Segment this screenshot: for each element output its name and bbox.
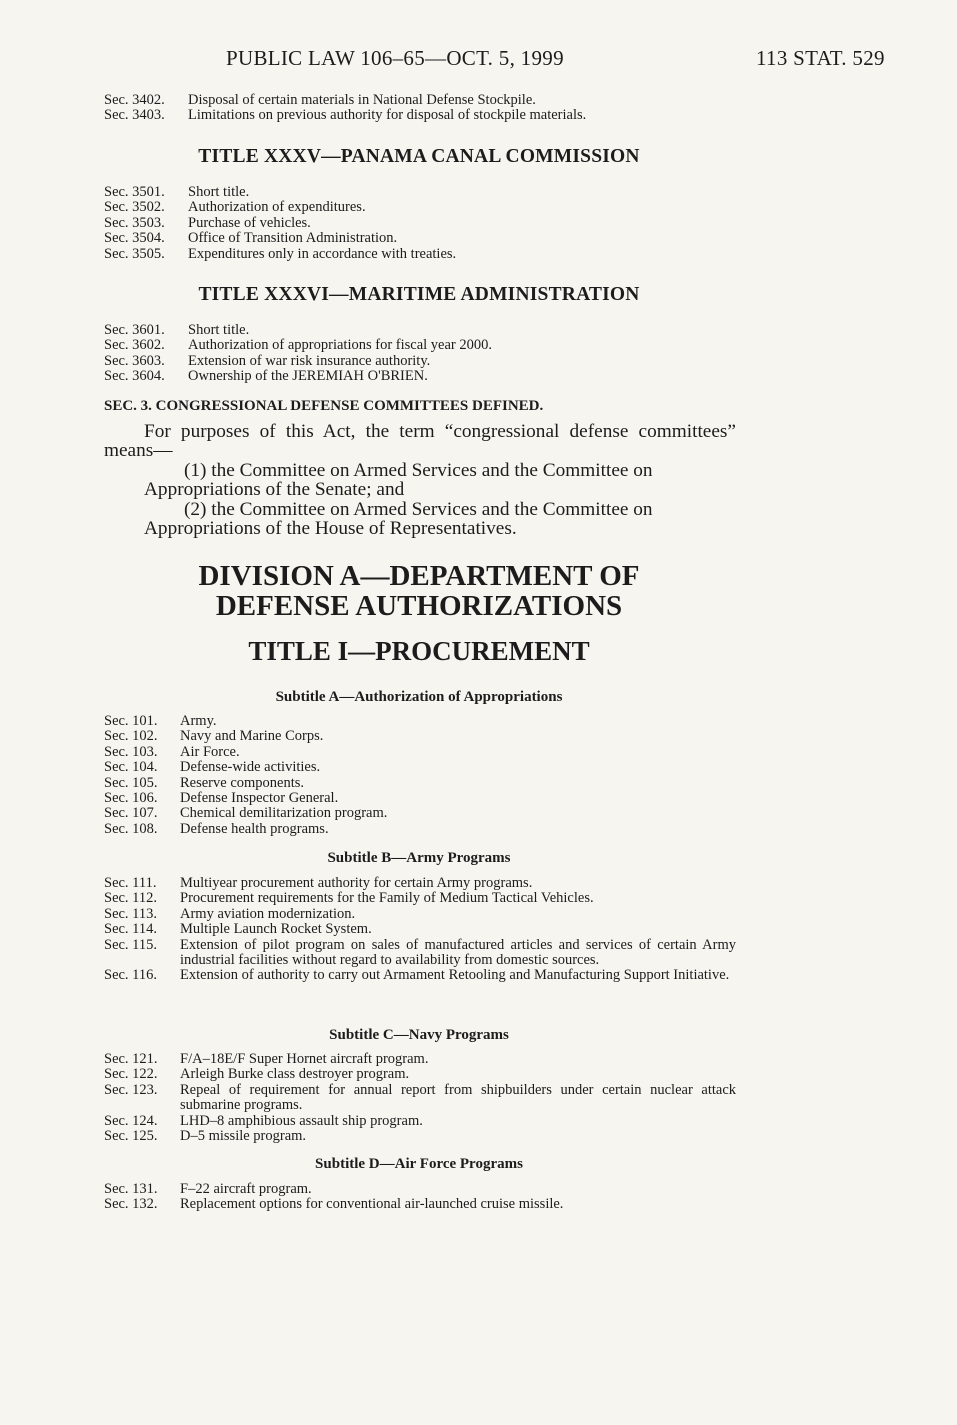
toc-entry: Sec. 116. Extension of authority to carry out Armament Retooling and Manufacturing Support Initiative. [104, 967, 730, 984]
running-header-title: PUBLIC LAW 106–65—OCT. 5, 1999 [226, 46, 564, 70]
toc-subtitle-a [104, 714, 387, 837]
toc-entry: Sec. 123. Repeal of requirement for annual report from shipbuilders under certain nuclear attack submarine programs. [104, 1081, 736, 1114]
toc-entry: Sec. 3403. Limitations on previous authority for disposal of stockpile materials. [104, 107, 587, 124]
toc-title-34-continued [104, 93, 586, 124]
toc-subtitle-c [104, 1052, 736, 1144]
toc-entry: Sec. 122. Arleigh Burke class destroyer program. [104, 1066, 410, 1083]
toc-entry: Sec. 3504. Office of Transition Administration. [104, 230, 398, 247]
toc-entry: Sec. 121. F/A–18E/F Super Hornet aircraft program. [104, 1051, 429, 1067]
toc-entry: Sec. 107. Chemical demilitarization program. [104, 805, 388, 822]
toc-entry: Sec. 111. Multiyear procurement authority for certain Army programs. [104, 875, 533, 891]
toc-entry: Sec. 114. Multiple Launch Rocket System. [104, 921, 372, 938]
toc-entry: Sec. 105. Reserve components. [104, 774, 305, 791]
toc-entry: Sec. 3502. Authorization of expenditures. [104, 199, 366, 216]
toc-entry: Sec. 132. Replacement options for conventional air-launched cruise missile. [104, 1196, 564, 1213]
toc-entry: Sec. 3402. Disposal of certain materials in National Defense Stockpile. [104, 92, 536, 108]
toc-entry: Sec. 3602. Authorization of appropriations for fiscal year 2000. [104, 337, 493, 354]
toc-title-35 [104, 185, 456, 262]
toc-entry: Sec. 102. Navy and Marine Corps. [104, 728, 324, 745]
toc-subtitle-d [104, 1182, 563, 1213]
toc-title-36 [104, 323, 492, 385]
statute-page-number: 113 STAT. 529 [756, 46, 885, 70]
toc-entry: Sec. 112. Procurement requirements for the Family of Medium Tactical Vehicles. [104, 890, 594, 907]
toc-entry: Sec. 104. Defense-wide activities. [104, 759, 321, 776]
toc-entry: Sec. 3503. Purchase of vehicles. [104, 214, 311, 231]
section-3-intro: For purposes of this Act, the term “congressional defense committees” means— [104, 421, 736, 462]
section-3-item-2: (2) the Committee on Armed Services and the Committee on Appropriations of the House of Representatives. [144, 498, 653, 540]
division-a-heading-line-1: DIVISION A—DEPARTMENT OF [198, 560, 640, 592]
subtitle-a-heading: Subtitle A—Authorization of Appropriations [275, 689, 563, 705]
title-1-heading: TITLE I—PROCUREMENT [248, 636, 590, 666]
toc-entry: Sec. 103. Air Force. [104, 743, 240, 760]
toc-entry: Sec. 115. Extension of pilot program on sales of manufactured articles and services of certain Army industrial facilities without regard to availability from domestic sources. [104, 936, 736, 969]
toc-entry: Sec. 124. LHD–8 amphibious assault ship program. [104, 1112, 423, 1129]
toc-entry: Sec. 3604. Ownership of the JEREMIAH O'BRIEN. [104, 368, 428, 385]
toc-entry: Sec. 108. Defense health programs. [104, 820, 329, 837]
toc-entry: Sec. 3501. Short title. [104, 184, 250, 200]
toc-entry: Sec. 3505. Expenditures only in accordance with treaties. [104, 245, 457, 262]
toc-entry: Sec. 131. F–22 aircraft program. [104, 1181, 312, 1197]
title-36-heading: TITLE XXXVI—MARITIME ADMINISTRATION [198, 284, 640, 305]
section-3-item-1: (1) the Committee on Armed Services and the Committee on Appropriations of the Senate; and [144, 459, 653, 501]
subtitle-d-heading: Subtitle D—Air Force Programs [315, 1156, 523, 1172]
toc-subtitle-b [104, 876, 736, 984]
toc-entry: Sec. 113. Army aviation modernization. [104, 905, 356, 922]
toc-entry: Sec. 101. Army. [104, 713, 217, 729]
section-3-body [104, 422, 736, 538]
title-35-heading: TITLE XXXV—PANAMA CANAL COMMISSION [198, 146, 640, 167]
section-3-heading: SEC. 3. CONGRESSIONAL DEFENSE COMMITTEES DEFINED. [104, 398, 544, 414]
toc-entry: Sec. 3601. Short title. [104, 322, 250, 338]
subtitle-c-heading: Subtitle C—Navy Programs [329, 1027, 509, 1043]
toc-entry: Sec. 106. Defense Inspector General. [104, 790, 339, 807]
toc-entry: Sec. 125. D–5 missile program. [104, 1128, 307, 1145]
subtitle-b-heading: Subtitle B—Army Programs [327, 850, 511, 866]
division-a-heading-line-2: DEFENSE AUTHORIZATIONS [215, 590, 623, 622]
toc-entry: Sec. 3603. Extension of war risk insurance authority. [104, 352, 431, 369]
